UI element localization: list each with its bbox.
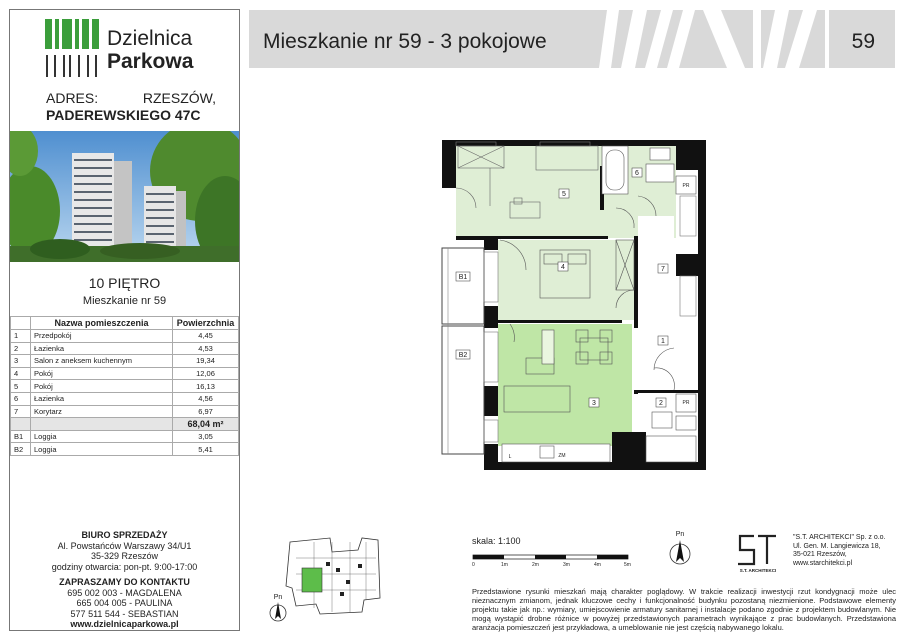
logo-mark [45, 19, 99, 49]
address-street: PADEREWSKIEGO 47C [46, 107, 201, 123]
website-link[interactable]: www.dzielnicaparkowa.pl [70, 619, 179, 629]
room-4-area [498, 240, 638, 320]
row-name: Korytarz [31, 405, 173, 418]
row-no: 4 [11, 367, 31, 380]
scale-bar [472, 554, 637, 570]
row-area: 19,34 [173, 355, 239, 368]
header-no [11, 317, 31, 330]
row-no: 2 [11, 342, 31, 355]
scale-tick: 0 [472, 562, 475, 568]
keyplan-north [268, 594, 288, 624]
dishwasher-label: ZM [558, 453, 566, 459]
room-label-6: 6 [635, 170, 639, 177]
apartment-label: Mieszkanie nr 59 [82, 295, 167, 307]
row-no: 5 [11, 380, 31, 393]
info-panel [9, 9, 240, 631]
north-arrow [668, 531, 692, 571]
row-name: Łazienka [31, 342, 173, 355]
rooms-table [10, 316, 239, 456]
row-name: Łazienka [31, 392, 173, 405]
scale-label: skala: 1:100 [472, 536, 521, 546]
row-area: 12,06 [173, 367, 239, 380]
row-no: 6 [11, 392, 31, 405]
row-name: Salon z aneksem kuchennym [31, 355, 173, 368]
row-name: Loggia [31, 443, 173, 456]
row-area: 4,53 [173, 342, 239, 355]
sales-city: 35-329 Rzeszów [90, 551, 159, 561]
scale-tick: 3m [563, 562, 570, 568]
table-row [11, 355, 239, 368]
header-room-name: Nazwa pomieszczenia [31, 317, 173, 330]
apartment-number: 59 [851, 30, 875, 53]
contact-phone[interactable]: 577 511 544 - SEBASTIAN [70, 608, 179, 619]
total-row [11, 418, 239, 431]
table-header-row [11, 317, 239, 330]
row-area: 4,56 [173, 392, 239, 405]
sales-street: Al. Powstańców Warszawy 34/U1 [57, 540, 192, 551]
row-no: B2 [11, 443, 31, 456]
architect-logo-caption: S.T. ARCHITEKCI [739, 568, 777, 573]
sales-office [10, 530, 239, 630]
compass-icon [668, 538, 692, 568]
room-label-5: 5 [562, 191, 566, 198]
brand-logo [45, 19, 215, 81]
row-name: Przedpokój [31, 330, 173, 343]
row-name: Loggia [31, 430, 173, 443]
table-row [11, 392, 239, 405]
room-label-4: 4 [561, 264, 565, 271]
table-row [11, 342, 239, 355]
total-area: 68,04 m² [173, 418, 239, 431]
floor-label: 10 PIĘTRO [88, 275, 161, 291]
header-decoration [599, 10, 825, 68]
room-label-1: 1 [661, 338, 665, 345]
row-name: Pokój [31, 367, 173, 380]
architect-street: Ul. Gen. M. Langiewicza 18, [793, 542, 881, 550]
header-area: Powierzchnia [173, 317, 239, 330]
contact-phone[interactable]: 665 004 005 - PAULINA [76, 598, 173, 608]
page-header [249, 10, 895, 68]
row-no: 3 [11, 355, 31, 368]
building-photo [10, 131, 239, 262]
logo-lines [45, 55, 99, 77]
sales-title: BIURO SPRZEDAŻY [81, 530, 168, 540]
scale-tick: 5m [624, 562, 631, 568]
row-no: B1 [11, 430, 31, 443]
table-row [11, 380, 239, 393]
room-label-7: 7 [661, 266, 665, 273]
architect-logo [736, 532, 781, 574]
row-area: 3,05 [173, 430, 239, 443]
keyplan-north-label: Pn [273, 594, 283, 601]
scale-tick: 4m [594, 562, 601, 568]
table-row [11, 367, 239, 380]
brand-name-line1: Dzielnica [107, 27, 193, 50]
loggia-label-b2: B2 [458, 352, 468, 359]
architect-city: 35-021 Rzeszów, [793, 551, 847, 558]
row-area: 6,97 [173, 405, 239, 418]
loggia-label-b1: B1 [458, 274, 468, 281]
row-no: 7 [11, 405, 31, 418]
table-row [11, 443, 239, 456]
architect-info [793, 534, 903, 568]
architect-website[interactable]: www.starchitekci.pl [793, 559, 853, 567]
contact-title: ZAPRASZAMY DO KONTAKTU [59, 577, 190, 587]
row-no: 1 [11, 330, 31, 343]
scale-tick: 2m [532, 562, 539, 568]
sales-hours: godziny otwarcia: pon-pt. 9:00-17:00 [51, 561, 198, 572]
pr-label: PR [682, 183, 690, 189]
architect-company: "S.T. ARCHITEKCI" Sp. z o.o. [793, 534, 886, 541]
row-area: 16,13 [173, 380, 239, 393]
scale-tick: 1m [501, 562, 508, 568]
fridge-label: L [508, 454, 512, 460]
brand-name-line2: Parkowa [107, 50, 194, 73]
floor-plan [430, 136, 710, 472]
page-title: Mieszkanie nr 59 - 3 pokojowe [263, 30, 547, 53]
pr-label: PR [682, 400, 690, 406]
row-area: 4,45 [173, 330, 239, 343]
contact-phone[interactable]: 695 002 003 - MAGDALENA [67, 587, 182, 598]
address-block [46, 90, 216, 123]
table-row [11, 330, 239, 343]
table-row [11, 405, 239, 418]
row-area: 5,41 [173, 443, 239, 456]
room-label-3: 3 [592, 400, 596, 407]
address-city: RZESZÓW, [142, 90, 216, 106]
address-label: ADRES: [46, 90, 99, 106]
north-label: Pn [675, 531, 685, 538]
table-row [11, 430, 239, 443]
disclaimer-text: Przedstawione rysunki mieszkań mają charakter poglądowy. W trakcie realizacji inwestycji rzut kondygnacji może ulec nieznacznym zmianom, jednak kluczowe cechy i funkcjonalność budynku pozostaną niezmienione. Podstawowe elementy projektu takie jak np.: wymiary, umiejscowienie armatury sanitarnej i instalacje podano zgodnie z projektem budowlanym. Nie mogą wystąpić drobne różnice w powyżej przedstawionych parametrach wynikające z prac budowlanych. Przedstawiona aranżacja pomieszczeń jest przykładowa, a umeblowanie nie jest częścią nabywanego lokalu. [472, 587, 896, 632]
room-label-2: 2 [659, 400, 663, 407]
row-name: Pokój [31, 380, 173, 393]
